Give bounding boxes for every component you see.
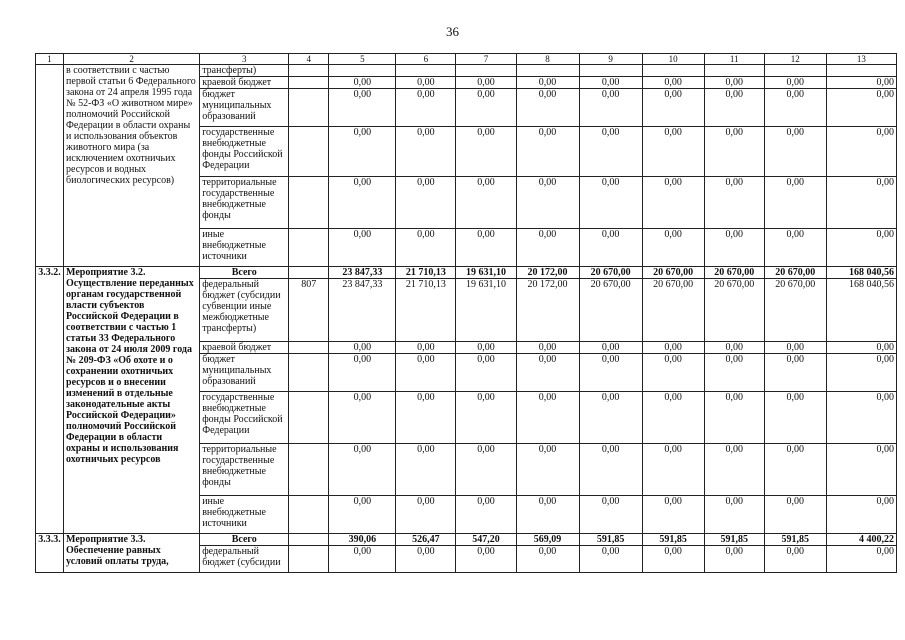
- column-header-4: 4: [289, 54, 329, 65]
- value-cell: 0,00: [826, 354, 896, 392]
- value-cell: 21 710,13: [396, 267, 456, 279]
- value-cell: 0,00: [764, 392, 826, 444]
- funding-source: бюджет муниципальных образований: [200, 354, 289, 392]
- value-cell: 0,00: [329, 444, 396, 496]
- value-cell: 20 670,00: [704, 279, 764, 342]
- value-cell: 0,00: [396, 546, 456, 573]
- column-header-row: [36, 54, 897, 65]
- funding-source: территориальные государственные внебюджетные фонды: [200, 177, 289, 229]
- budget-code: [289, 444, 329, 496]
- value-cell: 0,00: [396, 392, 456, 444]
- column-header-11: 11: [704, 54, 764, 65]
- value-cell: 0,00: [764, 546, 826, 573]
- value-cell: 569,09: [516, 534, 579, 546]
- value-cell: [396, 65, 456, 77]
- value-cell: 0,00: [826, 342, 896, 354]
- value-cell: 168 040,56: [826, 279, 896, 342]
- value-cell: 0,00: [456, 392, 516, 444]
- value-cell: 0,00: [329, 496, 396, 534]
- value-cell: 390,06: [329, 534, 396, 546]
- value-cell: 0,00: [516, 177, 579, 229]
- value-cell: 0,00: [516, 444, 579, 496]
- value-cell: 0,00: [642, 89, 704, 127]
- value-cell: 0,00: [826, 546, 896, 573]
- financing-table: [35, 53, 897, 573]
- value-cell: 0,00: [579, 177, 642, 229]
- value-cell: 0,00: [329, 229, 396, 267]
- column-header-1: 1: [36, 54, 64, 65]
- value-cell: 0,00: [516, 127, 579, 177]
- value-cell: 4 400,22: [826, 534, 896, 546]
- value-cell: [456, 65, 516, 77]
- value-cell: 0,00: [329, 392, 396, 444]
- value-cell: 0,00: [826, 89, 896, 127]
- value-cell: 0,00: [396, 89, 456, 127]
- column-header-12: 12: [764, 54, 826, 65]
- value-cell: 547,20: [456, 534, 516, 546]
- funding-source: иные внебюджетные источники: [200, 229, 289, 267]
- value-cell: 20 670,00: [764, 279, 826, 342]
- value-cell: 0,00: [396, 229, 456, 267]
- value-cell: 0,00: [826, 127, 896, 177]
- funding-source: государственные внебюджетные фонды Российской Федерации: [200, 127, 289, 177]
- budget-code: [289, 342, 329, 354]
- budget-code: [289, 546, 329, 573]
- value-cell: 0,00: [826, 392, 896, 444]
- value-cell: 0,00: [579, 77, 642, 89]
- value-cell: 168 040,56: [826, 267, 896, 279]
- value-cell: 0,00: [764, 444, 826, 496]
- value-cell: 0,00: [579, 127, 642, 177]
- value-cell: 0,00: [579, 354, 642, 392]
- value-cell: 0,00: [329, 77, 396, 89]
- value-cell: 20 670,00: [579, 279, 642, 342]
- budget-code: [289, 496, 329, 534]
- value-cell: 0,00: [329, 89, 396, 127]
- value-cell: 0,00: [642, 354, 704, 392]
- value-cell: 0,00: [764, 342, 826, 354]
- value-cell: 0,00: [396, 127, 456, 177]
- value-cell: 0,00: [329, 342, 396, 354]
- funding-source: территориальные государственные внебюджетные фонды: [200, 444, 289, 496]
- item-number: [36, 65, 64, 267]
- column-header-10: 10: [642, 54, 704, 65]
- value-cell: 0,00: [642, 392, 704, 444]
- column-header-9: 9: [579, 54, 642, 65]
- value-cell: 0,00: [516, 392, 579, 444]
- value-cell: 19 631,10: [456, 267, 516, 279]
- value-cell: 0,00: [579, 229, 642, 267]
- value-cell: [329, 65, 396, 77]
- value-cell: 0,00: [456, 354, 516, 392]
- value-cell: 0,00: [704, 127, 764, 177]
- value-cell: 0,00: [642, 546, 704, 573]
- value-cell: 0,00: [396, 77, 456, 89]
- value-cell: 20 172,00: [516, 267, 579, 279]
- value-cell: 20 670,00: [642, 267, 704, 279]
- value-cell: 0,00: [826, 77, 896, 89]
- value-cell: 0,00: [516, 89, 579, 127]
- budget-code: [289, 267, 329, 279]
- column-header-7: 7: [456, 54, 516, 65]
- value-cell: 0,00: [642, 444, 704, 496]
- value-cell: 0,00: [579, 546, 642, 573]
- page-number: 36: [446, 24, 459, 39]
- item-description: в соответствии с частью первой статьи 6 Федерального закона от 24 апреля 1995 года № 52-ФЗ «О животном мире» полномочий Российской Федерации в области охраны и использования объектов животного мира (за исключением охотничьих ресурсов и водных биологических ресурсов): [64, 65, 200, 267]
- value-cell: 0,00: [764, 496, 826, 534]
- value-cell: 0,00: [329, 177, 396, 229]
- value-cell: [579, 65, 642, 77]
- value-cell: 591,85: [642, 534, 704, 546]
- funding-source: государственные внебюджетные фонды Российской Федерации: [200, 392, 289, 444]
- value-cell: 20 670,00: [579, 267, 642, 279]
- value-cell: 23 847,33: [329, 279, 396, 342]
- column-header-8: 8: [516, 54, 579, 65]
- column-header-13: 13: [826, 54, 896, 65]
- value-cell: 19 631,10: [456, 279, 516, 342]
- value-cell: 591,85: [764, 534, 826, 546]
- value-cell: 0,00: [456, 229, 516, 267]
- value-cell: 0,00: [329, 354, 396, 392]
- column-header-2: 2: [64, 54, 200, 65]
- funding-source: краевой бюджет: [200, 342, 289, 354]
- value-cell: 0,00: [764, 127, 826, 177]
- value-cell: 0,00: [456, 127, 516, 177]
- value-cell: 0,00: [704, 546, 764, 573]
- value-cell: 0,00: [329, 546, 396, 573]
- value-cell: 0,00: [396, 496, 456, 534]
- value-cell: 0,00: [456, 342, 516, 354]
- value-cell: 0,00: [516, 354, 579, 392]
- value-cell: 0,00: [516, 546, 579, 573]
- column-header-5: 5: [329, 54, 396, 65]
- value-cell: 0,00: [704, 177, 764, 229]
- value-cell: 20 670,00: [764, 267, 826, 279]
- table-row: [36, 267, 897, 279]
- table-row: [36, 65, 897, 77]
- value-cell: 0,00: [704, 354, 764, 392]
- value-cell: 0,00: [642, 77, 704, 89]
- funding-source: бюджет муниципальных образований: [200, 89, 289, 127]
- budget-code: [289, 77, 329, 89]
- item-description: Мероприятие 3.2. Осуществление переданных органам государственной власти субъектов Российской Федерации в соответствии с частью 1 статьи 33 Федерального закона от 24 июля 2009 года № 209-ФЗ «Об охоте и о сохранении охотничьих ресурсов и о внесении изменений в отдельные законодательные акты Российской Федерации» полномочий Российской Федерации в области охраны и использования охотничьих ресурсов: [64, 267, 200, 534]
- value-cell: 0,00: [579, 444, 642, 496]
- budget-code: [289, 127, 329, 177]
- value-cell: 0,00: [704, 229, 764, 267]
- item-description: Мероприятие 3.3. Обеспечение равных условий оплаты труда,: [64, 534, 200, 573]
- value-cell: 0,00: [764, 89, 826, 127]
- source-total: Всего: [200, 534, 289, 546]
- value-cell: 0,00: [642, 127, 704, 177]
- value-cell: 591,85: [579, 534, 642, 546]
- value-cell: [764, 65, 826, 77]
- budget-code: [289, 177, 329, 229]
- funding-source: трансферты): [200, 65, 289, 77]
- value-cell: 0,00: [579, 496, 642, 534]
- value-cell: 0,00: [579, 89, 642, 127]
- funding-source: иные внебюджетные источники: [200, 496, 289, 534]
- value-cell: 0,00: [642, 177, 704, 229]
- value-cell: 20 172,00: [516, 279, 579, 342]
- funding-source: федеральный бюджет (субсидии: [200, 546, 289, 573]
- value-cell: 0,00: [826, 229, 896, 267]
- budget-code: [289, 65, 329, 77]
- value-cell: 0,00: [826, 177, 896, 229]
- funding-source: федеральный бюджет (субсидии субвенции иные межбюджетные трансферты): [200, 279, 289, 342]
- value-cell: 0,00: [579, 342, 642, 354]
- value-cell: 0,00: [456, 444, 516, 496]
- value-cell: 0,00: [396, 354, 456, 392]
- value-cell: 0,00: [826, 496, 896, 534]
- value-cell: 0,00: [704, 77, 764, 89]
- value-cell: 0,00: [642, 229, 704, 267]
- value-cell: 0,00: [456, 546, 516, 573]
- budget-code: 807: [289, 279, 329, 342]
- value-cell: [642, 65, 704, 77]
- value-cell: 0,00: [516, 496, 579, 534]
- budget-code: [289, 534, 329, 546]
- item-number: 3.3.2.: [36, 267, 64, 534]
- value-cell: [704, 65, 764, 77]
- item-number: 3.3.3.: [36, 534, 64, 573]
- value-cell: 0,00: [456, 77, 516, 89]
- value-cell: 0,00: [642, 496, 704, 534]
- value-cell: 23 847,33: [329, 267, 396, 279]
- value-cell: 0,00: [579, 392, 642, 444]
- budget-code: [289, 354, 329, 392]
- budget-code: [289, 229, 329, 267]
- value-cell: 0,00: [704, 89, 764, 127]
- source-total: Всего: [200, 267, 289, 279]
- value-cell: 20 670,00: [642, 279, 704, 342]
- value-cell: 0,00: [516, 342, 579, 354]
- value-cell: 0,00: [704, 342, 764, 354]
- value-cell: 0,00: [329, 127, 396, 177]
- value-cell: 0,00: [516, 77, 579, 89]
- value-cell: [826, 65, 896, 77]
- budget-code: [289, 392, 329, 444]
- value-cell: 526,47: [396, 534, 456, 546]
- value-cell: 591,85: [704, 534, 764, 546]
- value-cell: 0,00: [456, 496, 516, 534]
- funding-source: краевой бюджет: [200, 77, 289, 89]
- value-cell: 20 670,00: [704, 267, 764, 279]
- value-cell: 0,00: [516, 229, 579, 267]
- budget-code: [289, 89, 329, 127]
- table-row: [36, 534, 897, 546]
- value-cell: 0,00: [764, 229, 826, 267]
- value-cell: 0,00: [396, 177, 456, 229]
- value-cell: 0,00: [456, 89, 516, 127]
- value-cell: 0,00: [396, 342, 456, 354]
- value-cell: 0,00: [764, 354, 826, 392]
- value-cell: 21 710,13: [396, 279, 456, 342]
- value-cell: 0,00: [456, 177, 516, 229]
- value-cell: 0,00: [764, 177, 826, 229]
- value-cell: 0,00: [704, 444, 764, 496]
- value-cell: 0,00: [704, 392, 764, 444]
- value-cell: 0,00: [704, 496, 764, 534]
- value-cell: [516, 65, 579, 77]
- column-header-6: 6: [396, 54, 456, 65]
- value-cell: 0,00: [826, 444, 896, 496]
- value-cell: 0,00: [396, 444, 456, 496]
- value-cell: 0,00: [764, 77, 826, 89]
- value-cell: 0,00: [642, 342, 704, 354]
- column-header-3: 3: [200, 54, 289, 65]
